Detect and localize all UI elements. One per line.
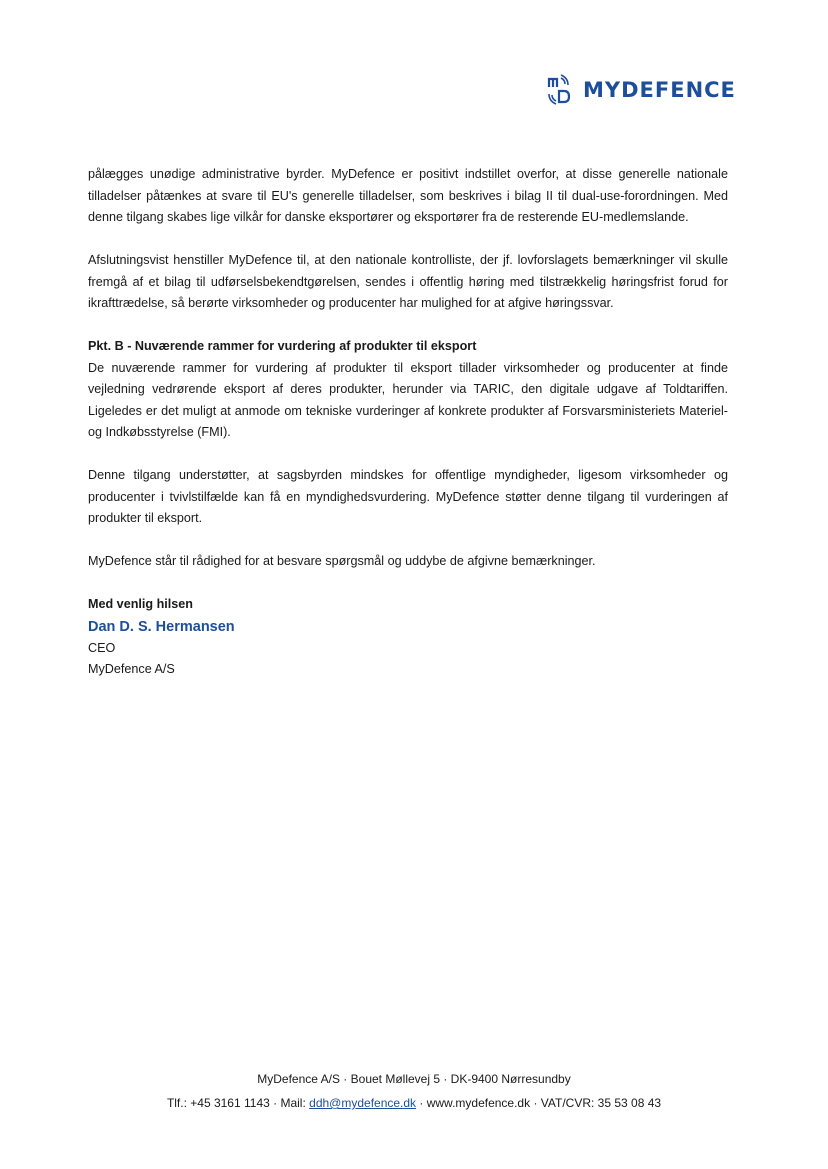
footer-email-link[interactable]: ddh@mydefence.dk bbox=[309, 1096, 417, 1110]
signatory-name: Dan D. S. Hermansen bbox=[88, 618, 235, 635]
footer-phone: Tlf.: +45 3161 1143 · Mail: bbox=[166, 1096, 310, 1110]
signatory-company: MyDefence A/S bbox=[88, 662, 175, 676]
footer-contact bbox=[0, 1096, 828, 1110]
paragraph-4: Denne tilgang understøtter, at sagsbyrden mindskes for offentlige myndigheder, ligesom virksomheder og producenter i tvivlstilfælde kan få en myndighedsvurdering. MyDefence støtter denne tilgang til vurderingen af produkter til eksport. bbox=[88, 468, 728, 525]
paragraph-3: De nuværende rammer for vurdering af produkter til eksport tillader virksomheder og producenter at finde vejledning vedrørende eksport af deres produkter, herunder via TARIC, den digitale udgave af Toldtariffen. Ligeledes er det muligt at anmode om tekniske vurderinger af konkrete produkter af Forsvarsministeriets Materiel- og Indkøbsstyrelse (FMI). bbox=[88, 360, 728, 439]
mydefence-logo-icon bbox=[545, 74, 577, 106]
company-logo bbox=[545, 74, 736, 106]
paragraph-1: pålægges unødige administrative byrder. MyDefence er positivt indstillet overfor, at disse generelle nationale tilladelser påtænkes at svare til EU's generelle tilladelser, som beskrives i bilag II til dual-use-forordningen. Med denne tilgang skabes lige vilkår for danske eksportører og eksportører fra de resterende EU-medlemslande. bbox=[88, 167, 728, 224]
signature-block bbox=[88, 594, 728, 681]
section-b bbox=[88, 336, 728, 444]
signatory-title: CEO bbox=[88, 640, 116, 655]
logo-wordmark: MYDEFENCE bbox=[583, 77, 736, 102]
paragraph-2: Afslutningsvist henstiller MyDefence til, at den nationale kontrolliste, der jf. lovforslagets bemærkninger vil skulle fremgå af et bilag til udførselsbekendtgørelsen, sendes i offentlig høring med tilstrækkelig høringsfrist forud for ikrafttrædelse, så berørte virksomheder og producenter har mulighed for at afgive høringssvar. bbox=[88, 253, 728, 310]
letter-body bbox=[88, 164, 728, 681]
footer-address: MyDefence A/S · Bouet Møllevej 5 · DK-9400 Nørresundby bbox=[257, 1072, 571, 1086]
paragraph-5: MyDefence står til rådighed for at besvare spørgsmål og uddybe de afgivne bemærkninger. bbox=[88, 554, 596, 568]
section-b-heading: Pkt. B - Nuværende rammer for vurdering af produkter til eksport bbox=[88, 339, 477, 353]
closing-greeting: Med venlig hilsen bbox=[88, 597, 193, 611]
footer-web-vat: · www.mydefence.dk · VAT/CVR: 35 53 08 43 bbox=[416, 1096, 662, 1110]
